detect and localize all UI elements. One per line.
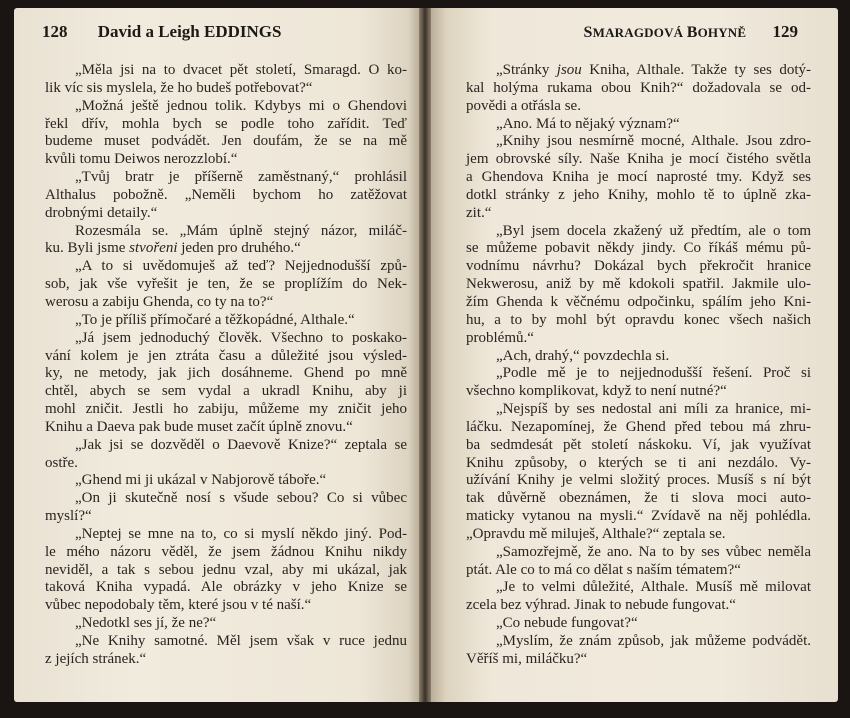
text-segment: vání kolem je jen ztráta času a důležité jsou výsled-: [45, 347, 407, 364]
text-segment: ba sedmdesát pět století náskoku. Ví, jak využívat: [466, 436, 811, 453]
text-segment: Rozesmála se. „Mám úplně stejný názor, miláč-: [75, 222, 407, 239]
text-line: [466, 205, 811, 223]
text-segment: „Nejspíš by ses nedostal ani míli za hranice, mi-: [496, 401, 811, 418]
text-line: [466, 401, 811, 419]
text-line: [466, 330, 811, 348]
text-segment: Nekwerosu, aniž by mě kdokoli spatřil. Jakmile ulo-: [466, 276, 811, 293]
text-line: [45, 597, 407, 615]
text-segment: taková Kniha vypadá. Ale obrázky v jeho Knize se: [45, 579, 407, 596]
text-line: [45, 294, 407, 312]
text-line: [466, 151, 811, 169]
text-line: [45, 455, 407, 473]
text-segment: „Podle mě je to nejjednodušší řešení. Proč si: [496, 365, 811, 382]
text-line: [45, 383, 407, 401]
text-segment: ku. Byli jsme: [45, 240, 130, 257]
text-line: [45, 223, 407, 241]
text-line: [466, 579, 811, 597]
text-segment: „Knihy jsou nesmírně mocné, Althale. Jsou zdro-: [496, 133, 811, 150]
text-segment: z jejích stránek.“: [45, 650, 147, 667]
left-page-number: 128: [42, 22, 68, 41]
text-segment: zit.“: [466, 204, 492, 221]
text-segment: lik víc sis myslela, že ho budeš potřebovat?“: [45, 79, 313, 96]
text-segment: „Opravdu mě miluješ, Althale?“ zeptala se.: [466, 525, 726, 542]
text-line: [466, 419, 811, 437]
right-page-header: [430, 22, 798, 42]
text-line: [45, 258, 407, 276]
text-line: [45, 526, 407, 544]
text-line: [45, 205, 407, 223]
text-line: [45, 330, 407, 348]
text-segment: „Jak jsi se dozvěděl o Daevově Knize?“ zeptala se: [75, 436, 407, 453]
text-line: [45, 651, 407, 669]
text-segment: „Ach, drahý,“ povzdechla si.: [496, 347, 670, 364]
text-line: [45, 348, 407, 366]
text-line: [466, 133, 811, 151]
text-line: [466, 615, 811, 633]
text-line: [45, 579, 407, 597]
text-line: [466, 348, 811, 366]
text-line: [466, 276, 811, 294]
text-line: [45, 240, 407, 258]
text-line: [466, 633, 811, 651]
text-segment: Věříš mi, miláčku?“: [466, 650, 588, 667]
text-segment: mohl zničit. Jestli ho zabiju, můžeme my zničit jeho: [45, 401, 407, 418]
text-segment: budeme muset podvádět. Jen doufám, že se na mě: [45, 133, 407, 150]
text-segment: myslí?“: [45, 508, 92, 525]
text-line: [45, 98, 407, 116]
text-segment: „Samozřejmě, že ano. Na to by ses vůbec neměla: [496, 543, 811, 560]
text-line: [45, 508, 407, 526]
text-segment: chtěl, abych se sem vydal a ukradl Knihu, aby ji: [45, 383, 407, 400]
left-page-header: [42, 22, 422, 42]
text-line: [45, 633, 407, 651]
text-segment: Althalus pobožně. „Neměli bychom ho zatěžovat: [45, 186, 407, 203]
right-page-text: [466, 62, 811, 669]
book-spine-gutter: [419, 8, 431, 702]
text-segment: láčku. Nezapomínej, že Ghend před tebou má zhru-: [466, 418, 811, 435]
text-segment: „Neptej se mne na to, co si myslí někdo jiný. Pod-: [75, 525, 407, 542]
text-segment: užívání Knihy je velmi složitý proces. Musíš s ní být: [466, 472, 811, 489]
italic-text: jsou: [556, 62, 582, 78]
text-line: [45, 490, 407, 508]
text-line: [45, 544, 407, 562]
right-page-number: 129: [772, 22, 798, 41]
text-segment: kvůli tomu Deiwos nerozzlobí.“: [45, 151, 238, 168]
text-segment: Knihu a Daeva pak bude muset začít úplně znovu.“: [45, 418, 353, 435]
text-segment: „To je příliš přímočaré a těžkopádné, Althale.“: [75, 311, 355, 328]
text-line: [466, 526, 811, 544]
text-line: [45, 312, 407, 330]
text-line: [466, 240, 811, 258]
text-line: [45, 472, 407, 490]
text-segment: Kniha, Althale. Takže ty ses dotý-: [581, 62, 811, 78]
text-segment: „On ji skutečně nosí s všude sebou? Co si vůbec: [75, 490, 407, 507]
text-segment: „Já jsem jednoduchý člověk. Všechno to poskako-: [75, 329, 407, 346]
text-segment: hu, a to by mohl být opravdu konec všech našich: [466, 311, 811, 328]
text-line: [466, 455, 811, 473]
text-line: [466, 116, 811, 134]
text-segment: „Nedotkl ses jí, že ne?“: [75, 615, 217, 632]
text-segment: „Měla jsi na to dvacet pět století, Smaragd. O ko-: [75, 62, 407, 78]
text-segment: werosu a zabiju Ghenda, co ty na to?“: [45, 293, 274, 310]
text-segment: povědi a otřásla se.: [466, 97, 581, 114]
text-line: [45, 419, 407, 437]
text-segment: žím Ghenda k věčnému odpočinku, spálím jeho Kni-: [466, 293, 811, 310]
text-segment: ky, ne metody, jak jich dosáhneme. Ghend po mně: [45, 365, 407, 382]
text-segment: neviděl, a tak s sebou jednu vzal, aby mi ukázal, jak: [45, 561, 407, 578]
text-segment: ostře.: [45, 454, 78, 471]
text-segment: le mého názoru věděl, že jsem žádnou Knihu nikdy: [45, 543, 407, 560]
text-line: [466, 472, 811, 490]
text-line: [466, 508, 811, 526]
text-line: [45, 116, 407, 134]
text-line: [466, 383, 811, 401]
text-line: [466, 562, 811, 580]
text-segment: „Ano. Má to nějaký význam?“: [496, 115, 680, 132]
text-line: [45, 187, 407, 205]
text-segment: Knihu způsoby, o kterých se ti ani nezdálo. Vy-: [466, 454, 811, 471]
text-line: [45, 401, 407, 419]
text-segment: sob, jak vše vyřešit je ten, že se proplížím do Nek-: [45, 276, 407, 293]
text-segment: ptát. Ale co to má co dělat s naším tématem?“: [466, 561, 741, 578]
text-segment: „Stránky: [496, 62, 557, 78]
text-segment: dotkl stránky z jeho Knihy, mohlo tě to úplně zka-: [466, 186, 811, 203]
text-segment: „Ghend mi ji ukázal v Nabjorově táboře.“: [75, 472, 327, 489]
text-segment: „Možná ještě jednou tolik. Kdybys mi o Ghendovi: [75, 97, 407, 114]
text-line: [466, 98, 811, 116]
text-segment: „Co nebude fungovat?“: [496, 615, 638, 632]
text-line: [466, 437, 811, 455]
text-line: [466, 223, 811, 241]
text-segment: „Myslím, že znám způsob, jak můžeme podvádět.: [496, 633, 811, 649]
right-running-head-text: SMARAGDOVÁ BOHYNĚ: [583, 24, 747, 41]
italic-text: stvořeni: [129, 240, 178, 257]
text-line: [466, 169, 811, 187]
text-segment: řekl dřív, mohla bych se podle toho zařídit. Teď: [45, 115, 407, 132]
text-line: [466, 187, 811, 205]
left-running-head: David a Leigh EDDINGS: [97, 22, 282, 41]
text-segment: se můžeme pobavit někdy jindy. Co říkáš mému pů-: [466, 240, 811, 257]
text-line: [45, 562, 407, 580]
text-line: [466, 597, 811, 615]
text-segment: a Ghendova Kniha je mocí naprosté tmy. Když ses: [466, 169, 811, 186]
text-segment: všechno komplikovat, když to není nutné?“: [466, 383, 727, 400]
text-segment: vůbec nepodobaly těm, které jsou v té naší.“: [45, 597, 312, 614]
text-segment: „Byl jsem docela zkažený už předtím, ale o tom: [496, 222, 811, 239]
text-line: [466, 312, 811, 330]
text-segment: „A to si uvědomuješ až teď? Nejjednodušší způ-: [75, 258, 407, 275]
text-segment: maticky vytanou na mysli.“ Zvídavě na něj pohlédla.: [466, 508, 811, 525]
text-segment: vodnímu návrhu? Dokázal bych překročit hranice: [466, 258, 811, 275]
left-page-text: [45, 62, 407, 669]
text-line: [45, 276, 407, 294]
text-segment: kal holýma rukama obou Knih?“ dožadovala se od-: [466, 79, 811, 96]
text-line: [45, 151, 407, 169]
text-segment: „Tvůj bratr je příšerně zaměstnaný,“ prohlásil: [75, 169, 407, 186]
text-line: [466, 258, 811, 276]
text-line: [466, 62, 811, 80]
text-line: [45, 437, 407, 455]
text-segment: drobnými detaily.“: [45, 204, 158, 221]
text-segment: „Ne Knihy samotné. Měl jsem však v ruce jednu: [75, 633, 407, 649]
text-line: [45, 133, 407, 151]
text-segment: problémů.“: [466, 329, 534, 346]
text-line: [466, 294, 811, 312]
text-segment: „Je to velmi důležité, Althale. Musíš mě milovat: [496, 579, 811, 596]
text-line: [466, 544, 811, 562]
text-line: [466, 651, 811, 669]
text-line: [466, 490, 811, 508]
text-line: [45, 62, 407, 80]
text-line: [466, 80, 811, 98]
right-running-head: [584, 25, 747, 40]
text-line: [45, 615, 407, 633]
text-segment: zcela bez výhrad. Jinak to nebude fungovat.“: [466, 597, 736, 614]
text-line: [45, 80, 407, 98]
text-segment: jem obrovské síly. Naše Kniha je mocí čistého světla: [466, 151, 811, 168]
text-line: [45, 169, 407, 187]
text-line: [45, 365, 407, 383]
text-line: [466, 365, 811, 383]
text-segment: jeden pro druhého.“: [177, 240, 301, 257]
text-segment: tak důvěrně obeznámen, že ti slova moci auto-: [466, 490, 811, 507]
